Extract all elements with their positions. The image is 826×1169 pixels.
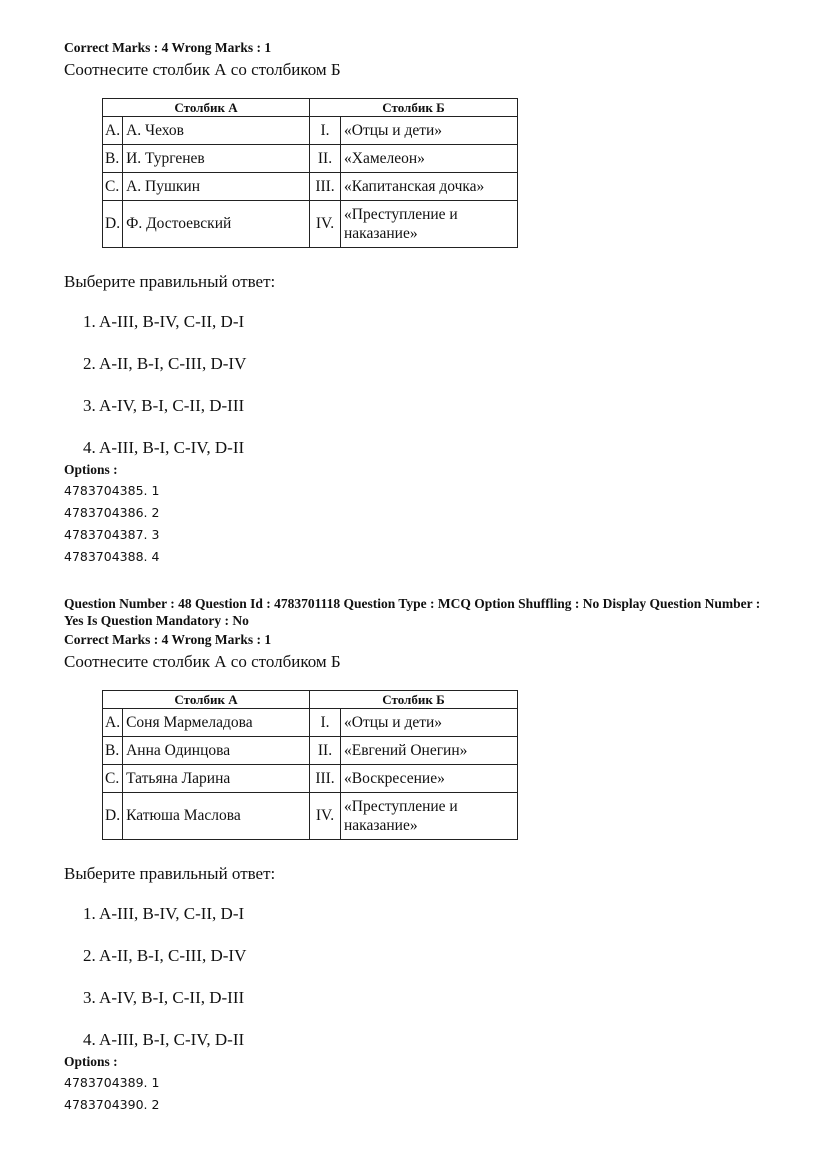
table-row — [103, 709, 518, 737]
row-letter: D. — [103, 201, 123, 248]
column-a-cell: А. Чехов — [123, 117, 310, 145]
row-letter: C. — [103, 765, 123, 793]
column-b-header: Столбик Б — [310, 99, 518, 117]
column-b-cell: «Преступление и наказание» — [341, 201, 518, 248]
row-numeral: I. — [310, 117, 341, 145]
choose-answer-text: Выберите правильный ответ: — [64, 272, 276, 291]
column-b-cell: «Капитанская дочка» — [341, 173, 518, 201]
table-row — [103, 117, 518, 145]
column-a-header: Столбик А — [103, 691, 310, 709]
row-numeral: III. — [310, 173, 341, 201]
option-id: 4783704385. 1 — [64, 483, 160, 498]
column-b-cell: «Отцы и дети» — [341, 117, 518, 145]
question-header: Question Number : 48 Question Id : 4783701118 Question Type : MCQ Option Shuffling : No Display Question Number : Yes Is Question Mandatory : No — [64, 596, 761, 628]
column-a-cell: И. Тургенев — [123, 145, 310, 173]
table-row — [103, 173, 518, 201]
option-id: 4783704387. 3 — [64, 527, 160, 542]
options-label: Options : — [64, 462, 118, 477]
table-row — [103, 793, 518, 840]
row-letter: D. — [103, 793, 123, 840]
choose-answer-text: Выберите правильный ответ: — [64, 864, 276, 883]
table-row — [103, 737, 518, 765]
column-b-cell: «Преступление и наказание» — [341, 793, 518, 840]
question-prompt: Соотнесите столбик А со столбиком Б — [64, 652, 341, 671]
column-a-cell: Катюша Маслова — [123, 793, 310, 840]
table-row — [103, 201, 518, 248]
answer-choice: 3. A-IV, B-I, C-II, D-III — [83, 396, 245, 415]
marks-info: Correct Marks : 4 Wrong Marks : 1 — [64, 632, 272, 647]
match-table — [102, 98, 518, 248]
answer-choice: 4. A-III, B-I, C-IV, D-II — [83, 1030, 245, 1049]
column-a-cell: Татьяна Ларина — [123, 765, 310, 793]
row-letter: A. — [103, 709, 123, 737]
column-a-cell: Ф. Достоевский — [123, 201, 310, 248]
column-a-header: Столбик А — [103, 99, 310, 117]
row-numeral: III. — [310, 765, 341, 793]
option-id: 4783704388. 4 — [64, 549, 160, 564]
column-b-cell: «Хамелеон» — [341, 145, 518, 173]
row-numeral: I. — [310, 709, 341, 737]
options-label: Options : — [64, 1054, 118, 1069]
column-a-cell: А. Пушкин — [123, 173, 310, 201]
column-b-cell: «Отцы и дети» — [341, 709, 518, 737]
column-a-cell: Соня Мармеладова — [123, 709, 310, 737]
match-table — [102, 690, 518, 840]
row-letter: C. — [103, 173, 123, 201]
option-id: 4783704386. 2 — [64, 505, 160, 520]
row-numeral: IV. — [310, 793, 341, 840]
table-row — [103, 145, 518, 173]
row-numeral: II. — [310, 145, 341, 173]
marks-info: Correct Marks : 4 Wrong Marks : 1 — [64, 40, 272, 55]
answer-choice: 4. A-III, B-I, C-IV, D-II — [83, 438, 245, 457]
row-numeral: II. — [310, 737, 341, 765]
column-b-cell: «Воскресение» — [341, 765, 518, 793]
option-id: 4783704389. 1 — [64, 1075, 160, 1090]
table-row — [103, 765, 518, 793]
column-a-cell: Анна Одинцова — [123, 737, 310, 765]
row-numeral: IV. — [310, 201, 341, 248]
answer-choice: 1. A-III, B-IV, C-II, D-I — [83, 312, 245, 331]
answer-choice: 3. A-IV, B-I, C-II, D-III — [83, 988, 245, 1007]
row-letter: B. — [103, 145, 123, 173]
question-prompt: Соотнесите столбик А со столбиком Б — [64, 60, 341, 79]
row-letter: B. — [103, 737, 123, 765]
column-b-cell: «Евгений Онегин» — [341, 737, 518, 765]
row-letter: A. — [103, 117, 123, 145]
answer-choice: 2. A-II, B-I, C-III, D-IV — [83, 946, 247, 965]
answer-choice: 2. A-II, B-I, C-III, D-IV — [83, 354, 247, 373]
option-id: 4783704390. 2 — [64, 1097, 160, 1112]
answer-choice: 1. A-III, B-IV, C-II, D-I — [83, 904, 245, 923]
column-b-header: Столбик Б — [310, 691, 518, 709]
